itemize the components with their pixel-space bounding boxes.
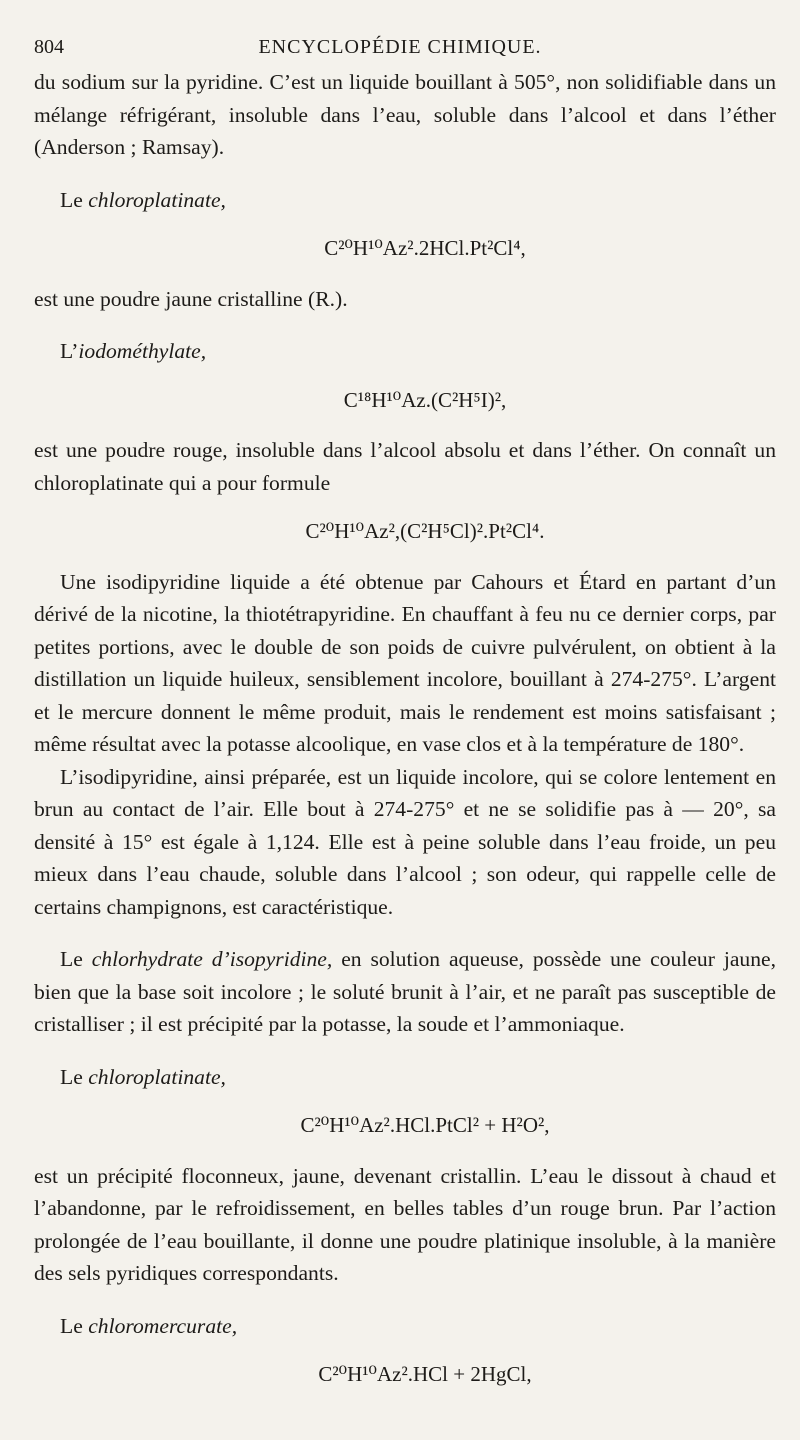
running-title: ENCYCLOPÉDIE CHIMIQUE. <box>258 36 542 58</box>
paragraph-isodipyridine-preparation: Une isodipyridine liquide a été obtenue par Cahours et Étard en partant d’un dérivé de la nicotine, la thiotétrapyridine. En chauffant à feu nu ce dernier corps, par petites portions, avec le double de son poids de cuivre pulvérulent, on obtient à la distillation un liquide huileux, sensiblement incolore, bouillant à 274-275°. L’argent et le mercure donnent le même produit, mais le rendement est moins satisfaisant ; même résultat avec la potasse alcoolique, en vase clos et à la température de 180°. <box>34 569 776 756</box>
chloromercurate-formula: C²⁰H¹⁰Az².HCl + 2HgCl, <box>318 1362 532 1386</box>
chloroplatinate2-description: est un précipité floconneux, jaune, devenant cristallin. L’eau le dissout à chaud et l’abandonne, par le refroidissement, en belles tables d’un rouge brun. Par l’action prolongée de l’eau bouillante, il donne une poudre platinique insoluble, à la manière des sels pyridiques correspondants. <box>34 1163 776 1285</box>
iodomethylate-chloroplatinate-formula: C²⁰H¹⁰Az²,(C²H⁵Cl)².Pt²Cl⁴. <box>305 519 545 543</box>
chloroplatinate-term: chloroplatinate, <box>88 187 226 212</box>
chloroplatinate-label: Le chloroplatinate, <box>60 187 226 212</box>
page-number: 804 <box>34 36 64 58</box>
chlorhydrate-paragraph: Le chlorhydrate d’isopyridine, en solution aqueuse, possède une couleur jaune, bien que la base soit incolore ; le soluté brunit à l’air, et ne paraît pas susceptible de cristalliser ; il est précipité par la potasse, la soude et l’ammoniaque. <box>34 947 776 1036</box>
iodomethylate-term: iodométhylate, <box>78 339 207 363</box>
chloromercurate-term: chloromercurate, <box>88 1313 238 1338</box>
paragraph-isodipyridine-properties: L’isodipyridine, ainsi préparée, est un liquide incolore, qui se colore lentement en brun au contact de l’air. Elle bout à 274-275° et ne se solidifie pas à — 20°, sa densité à 15° est égale à 1,124. Elle est à peine soluble dans l’eau froide, un peu mieux dans l’eau chaude, soluble dans l’alcool ; son odeur, qui rappelle celle de certains champignons, est caractéristique. <box>34 764 776 919</box>
chloroplatinate2-label: Le chloroplatinate, <box>60 1064 226 1089</box>
chlorhydrate-term: chlorhydrate d’isopyridine, <box>91 947 333 971</box>
iodomethylate-formula: C¹⁸H¹⁰Az.(C²H⁵I)², <box>343 387 507 412</box>
chloroplatinate-formula: C²⁰H¹⁰Az².2HCl.Pt²Cl⁴, <box>324 236 526 260</box>
chloroplatinate2-term: chloroplatinate, <box>88 1064 226 1089</box>
page-header <box>34 36 766 58</box>
chloroplatinate2-formula: C²⁰H¹⁰Az².HCl.PtCl² + H²O², <box>300 1113 550 1137</box>
chloroplatinate-description: est une poudre jaune cristalline (R.). <box>34 286 348 311</box>
paragraph-sodium: du sodium sur la pyridine. C’est un liquide bouillant à 505°, non solidifiable dans un mélange réfrigérant, insoluble dans l’eau, soluble dans l’alcool et dans l’éther (Anderson ; Ramsay). <box>34 70 776 159</box>
iodomethylate-label: L’iodométhylate, <box>60 339 207 363</box>
chloromercurate-label: Le chloromercurate, <box>60 1313 238 1338</box>
iodomethylate-description: est une poudre rouge, insoluble dans l’alcool absolu et dans l’éther. On connaît un chloroplatinate qui a pour formule <box>34 438 776 495</box>
page-body <box>34 66 776 1409</box>
